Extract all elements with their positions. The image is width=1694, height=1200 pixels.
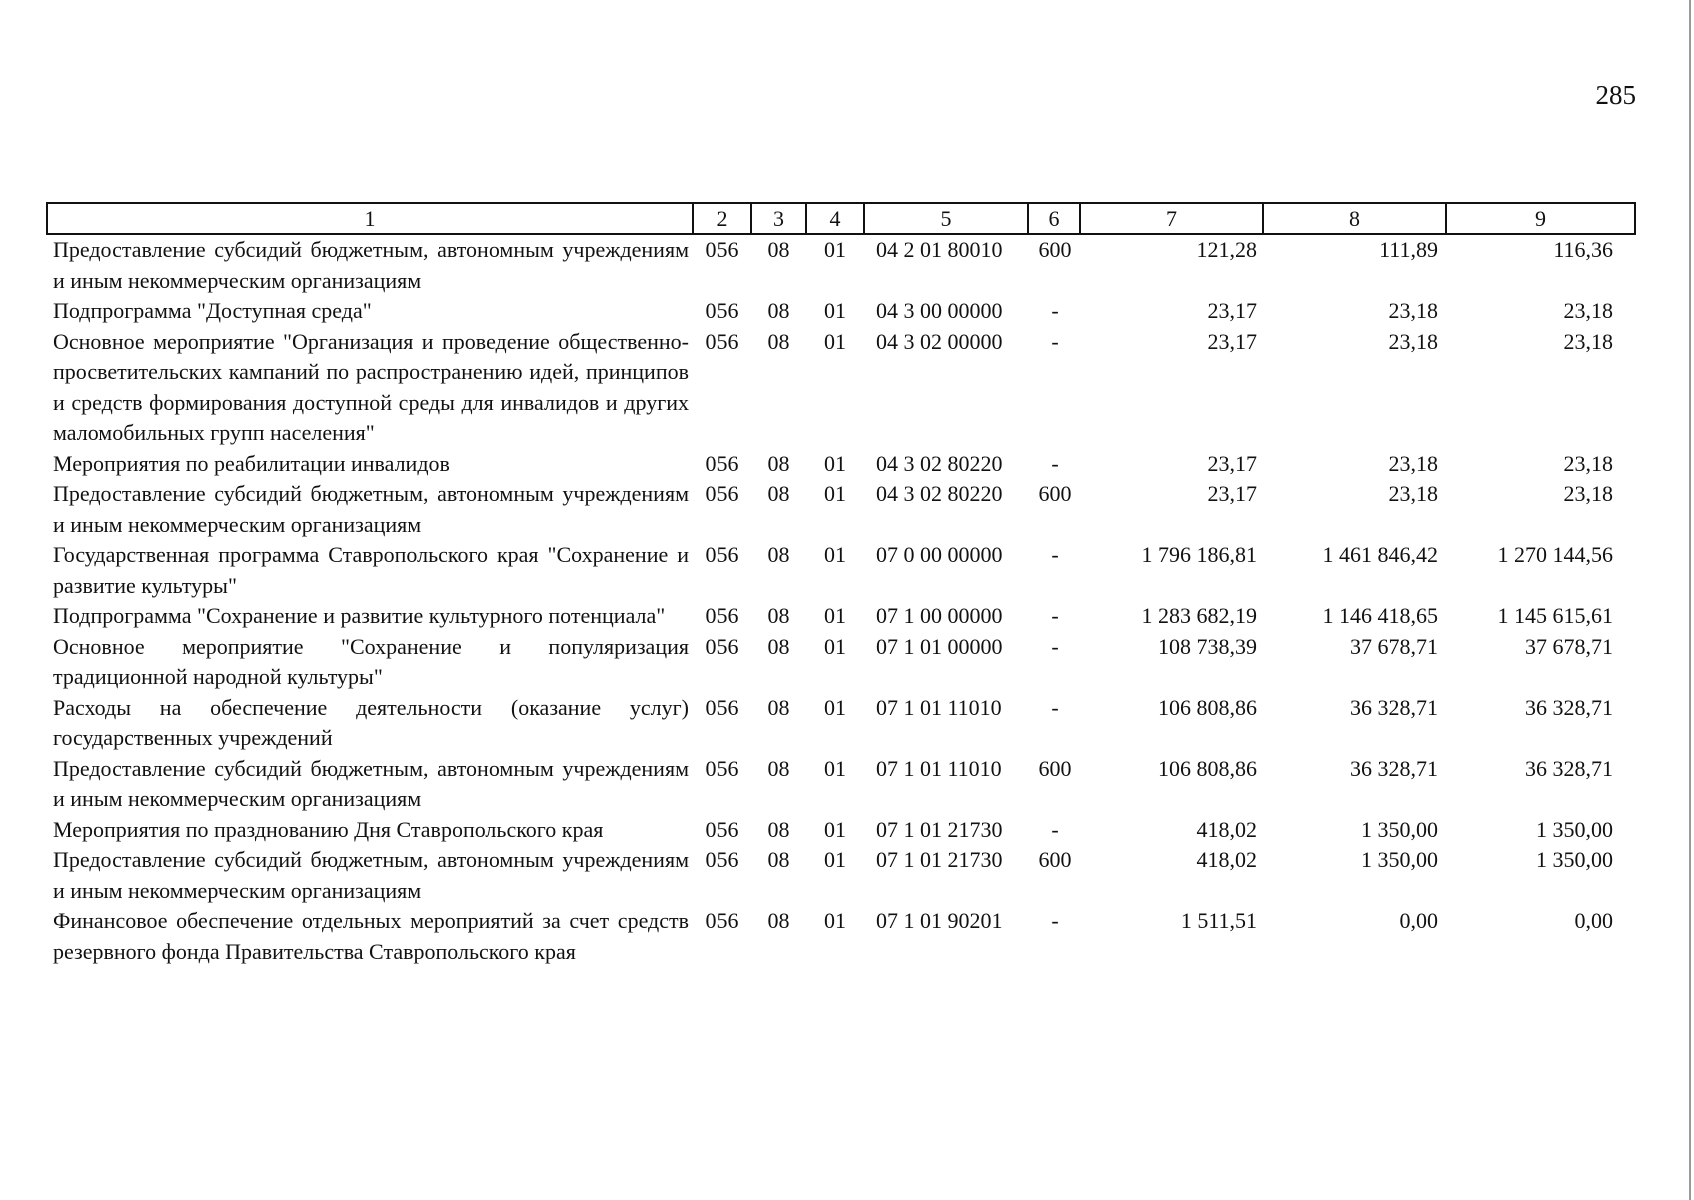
code-col-6-cell: - [1051, 908, 1059, 933]
row-name-cell: Подпрограмма "Доступная среда" [53, 298, 372, 323]
amount-col-7-cell: 108 738,39 [1158, 633, 1257, 659]
code-col-3-cell: 08 [767, 237, 790, 262]
code-col-4-cell: 01 [824, 755, 846, 781]
amount-col-9-cell: 37 678,71 [1525, 633, 1613, 659]
amount-col-7-cell: 23,17 [1207, 481, 1257, 506]
code-col-2-cell: 056 [705, 633, 739, 659]
amount-col-7-cell: 418,02 [1196, 816, 1257, 842]
code-col-2-cell: 056 [705, 237, 739, 262]
code-col-4-cell: 01 [824, 298, 846, 323]
code-col-3-cell: 08 [767, 816, 790, 842]
amount-col-8-cell: 23,18 [1388, 450, 1438, 476]
column-header-7: 7 [1080, 203, 1263, 234]
amount-col-9-cell: 23,18 [1563, 328, 1613, 354]
code-col-5-cell: 07 1 01 21730 [876, 816, 1003, 842]
amount-col-8-cell: 23,18 [1388, 328, 1438, 354]
code-col-4-cell: 01 [824, 694, 846, 720]
code-col-3-cell: 08 [767, 755, 790, 781]
code-col-6-cell: 600 [1038, 755, 1072, 781]
row-name-cell: Предоставление субсидий бюджетным, автономным учреждениям и иным некоммерческим организациям [53, 237, 689, 293]
column-header-2: 2 [693, 203, 751, 234]
amount-col-9-cell: 23,18 [1563, 450, 1613, 476]
code-col-3-cell: 08 [767, 481, 790, 506]
code-col-2-cell: 056 [705, 328, 739, 354]
code-col-4-cell: 01 [824, 237, 846, 262]
code-col-2-cell: 056 [705, 603, 739, 628]
row-name-cell: Финансовое обеспечение отдельных мероприятий за счет средств резервного фонда Правительства Ставропольского края [53, 908, 689, 964]
row-name-cell: Основное мероприятие "Сохранение и популяризация традиционной народной культуры" [53, 633, 689, 689]
amount-col-8-cell: 0,00 [1399, 908, 1438, 933]
amount-col-7-cell: 23,17 [1207, 328, 1257, 354]
code-col-6-cell: - [1051, 694, 1059, 720]
table-row [47, 845, 1635, 906]
code-col-5-cell: 04 3 02 80220 [876, 450, 1003, 476]
table-row [47, 449, 1635, 480]
amount-col-7-cell: 1 283 682,19 [1141, 603, 1257, 628]
code-col-6-cell: 600 [1038, 481, 1072, 506]
amount-col-7-cell: 106 808,86 [1158, 755, 1257, 781]
code-col-2-cell: 056 [705, 298, 739, 323]
code-col-2-cell: 056 [705, 816, 739, 842]
code-col-3-cell: 08 [767, 633, 790, 659]
amount-col-9-cell: 1 145 615,61 [1497, 603, 1613, 628]
amount-col-7-cell: 23,17 [1207, 450, 1257, 476]
amount-col-7-cell: 1 511,51 [1180, 908, 1257, 933]
row-name-cell: Расходы на обеспечение деятельности (оказание услуг) государственных учреждений [53, 694, 689, 750]
amount-col-9-cell: 36 328,71 [1525, 694, 1613, 720]
code-col-5-cell: 07 1 01 21730 [876, 847, 1003, 872]
code-col-4-cell: 01 [824, 542, 846, 567]
code-col-4-cell: 01 [824, 633, 846, 659]
table-row [47, 906, 1635, 967]
table-row [47, 693, 1635, 754]
table-header-row [47, 203, 1635, 234]
amount-col-7-cell: 1 796 186,81 [1141, 542, 1257, 567]
column-header-4: 4 [806, 203, 864, 234]
table-row [47, 479, 1635, 540]
code-col-3-cell: 08 [767, 450, 790, 476]
table-body [47, 234, 1635, 967]
code-col-3-cell: 08 [767, 908, 790, 933]
code-col-5-cell: 04 3 00 00000 [876, 298, 1003, 323]
amount-col-9-cell: 1 350,00 [1536, 847, 1613, 872]
amount-col-8-cell: 37 678,71 [1350, 633, 1438, 659]
column-header-3: 3 [751, 203, 806, 234]
column-header-5: 5 [864, 203, 1028, 234]
code-col-6-cell: - [1051, 542, 1059, 567]
column-header-8: 8 [1263, 203, 1446, 234]
code-col-5-cell: 07 1 00 00000 [876, 603, 1003, 628]
table-row [47, 540, 1635, 601]
amount-col-9-cell: 0,00 [1574, 908, 1613, 933]
code-col-2-cell: 056 [705, 542, 739, 567]
code-col-3-cell: 08 [767, 603, 790, 628]
code-col-4-cell: 01 [824, 603, 846, 628]
code-col-2-cell: 056 [705, 694, 739, 720]
amount-col-9-cell: 116,36 [1553, 237, 1613, 262]
code-col-4-cell: 01 [824, 481, 846, 506]
row-name-cell: Предоставление субсидий бюджетным, автономным учреждениям и иным некоммерческим организациям [53, 847, 689, 903]
code-col-3-cell: 08 [767, 694, 790, 720]
code-col-6-cell: 600 [1038, 237, 1072, 262]
code-col-3-cell: 08 [767, 847, 790, 872]
code-col-6-cell: - [1051, 633, 1059, 659]
row-name-cell: Мероприятия по празднованию Дня Ставропольского края [53, 816, 604, 842]
code-col-5-cell: 07 0 00 00000 [876, 542, 1003, 567]
row-name-cell: Государственная программа Ставропольского края "Сохранение и развитие культуры" [53, 542, 689, 598]
code-col-3-cell: 08 [767, 328, 790, 354]
row-name-cell: Мероприятия по реабилитации инвалидов [53, 450, 450, 476]
amount-col-9-cell: 1 350,00 [1536, 816, 1613, 842]
amount-col-8-cell: 1 350,00 [1361, 816, 1438, 842]
code-col-5-cell: 04 3 02 80220 [876, 481, 1003, 506]
code-col-6-cell: - [1051, 328, 1059, 354]
row-name-cell: Предоставление субсидий бюджетным, автономным учреждениям и иным некоммерческим организациям [53, 755, 689, 811]
code-col-6-cell: 600 [1038, 847, 1072, 872]
budget-table [46, 202, 1636, 967]
amount-col-8-cell: 1 350,00 [1361, 847, 1438, 872]
amount-col-8-cell: 1 461 846,42 [1322, 542, 1438, 567]
amount-col-8-cell: 23,18 [1388, 298, 1438, 323]
code-col-6-cell: - [1051, 450, 1059, 476]
amount-col-9-cell: 1 270 144,56 [1497, 542, 1613, 567]
code-col-5-cell: 07 1 01 90201 [876, 908, 1003, 933]
code-col-2-cell: 056 [705, 908, 739, 933]
code-col-5-cell: 07 1 01 00000 [876, 633, 1003, 659]
code-col-5-cell: 07 1 01 11010 [876, 694, 1002, 720]
row-name-cell: Предоставление субсидий бюджетным, автономным учреждениям и иным некоммерческим организациям [53, 481, 689, 537]
amount-col-8-cell: 1 146 418,65 [1322, 603, 1438, 628]
amount-col-9-cell: 23,18 [1563, 481, 1613, 506]
code-col-3-cell: 08 [767, 298, 790, 323]
code-col-5-cell: 07 1 01 11010 [876, 755, 1002, 781]
amount-col-7-cell: 106 808,86 [1158, 694, 1257, 720]
amount-col-9-cell: 36 328,71 [1525, 755, 1613, 781]
code-col-5-cell: 04 2 01 80010 [876, 237, 1003, 262]
column-header-6: 6 [1028, 203, 1080, 234]
amount-col-7-cell: 121,28 [1196, 237, 1257, 262]
code-col-3-cell: 08 [767, 542, 790, 567]
code-col-6-cell: - [1051, 603, 1059, 628]
table-row [47, 632, 1635, 693]
code-col-6-cell: - [1051, 816, 1059, 842]
table-row [47, 296, 1635, 327]
code-col-6-cell: - [1051, 298, 1059, 323]
table-row [47, 601, 1635, 632]
amount-col-8-cell: 23,18 [1388, 481, 1438, 506]
amount-col-9-cell: 23,18 [1563, 298, 1613, 323]
table-row [47, 754, 1635, 815]
table-row [47, 815, 1635, 846]
code-col-4-cell: 01 [824, 847, 846, 872]
code-col-2-cell: 056 [705, 481, 739, 506]
page-number: 285 [1595, 80, 1636, 110]
scan-edge-line [1689, 0, 1691, 1200]
amount-col-8-cell: 111,89 [1379, 237, 1438, 262]
amount-col-8-cell: 36 328,71 [1350, 755, 1438, 781]
column-header-1: 1 [47, 203, 693, 234]
amount-col-7-cell: 23,17 [1207, 298, 1257, 323]
column-header-9: 9 [1446, 203, 1635, 234]
code-col-4-cell: 01 [824, 816, 846, 842]
code-col-2-cell: 056 [705, 755, 739, 781]
table-row [47, 234, 1635, 296]
row-name-cell: Основное мероприятие "Организация и проведение общественно-просветительских кампаний по распространению идей, принципов и средств формирования доступной среды для инвалидов и других маломобильных групп населения" [53, 328, 689, 445]
budget-table-container [46, 202, 1634, 967]
code-col-4-cell: 01 [824, 328, 846, 354]
code-col-2-cell: 056 [705, 847, 739, 872]
code-col-4-cell: 01 [824, 908, 846, 933]
amount-col-7-cell: 418,02 [1196, 847, 1257, 872]
row-name-cell: Подпрограмма "Сохранение и развитие культурного потенциала" [53, 603, 666, 628]
amount-col-8-cell: 36 328,71 [1350, 694, 1438, 720]
code-col-4-cell: 01 [824, 450, 846, 476]
table-row [47, 327, 1635, 449]
code-col-2-cell: 056 [705, 450, 739, 476]
code-col-5-cell: 04 3 02 00000 [876, 328, 1003, 354]
